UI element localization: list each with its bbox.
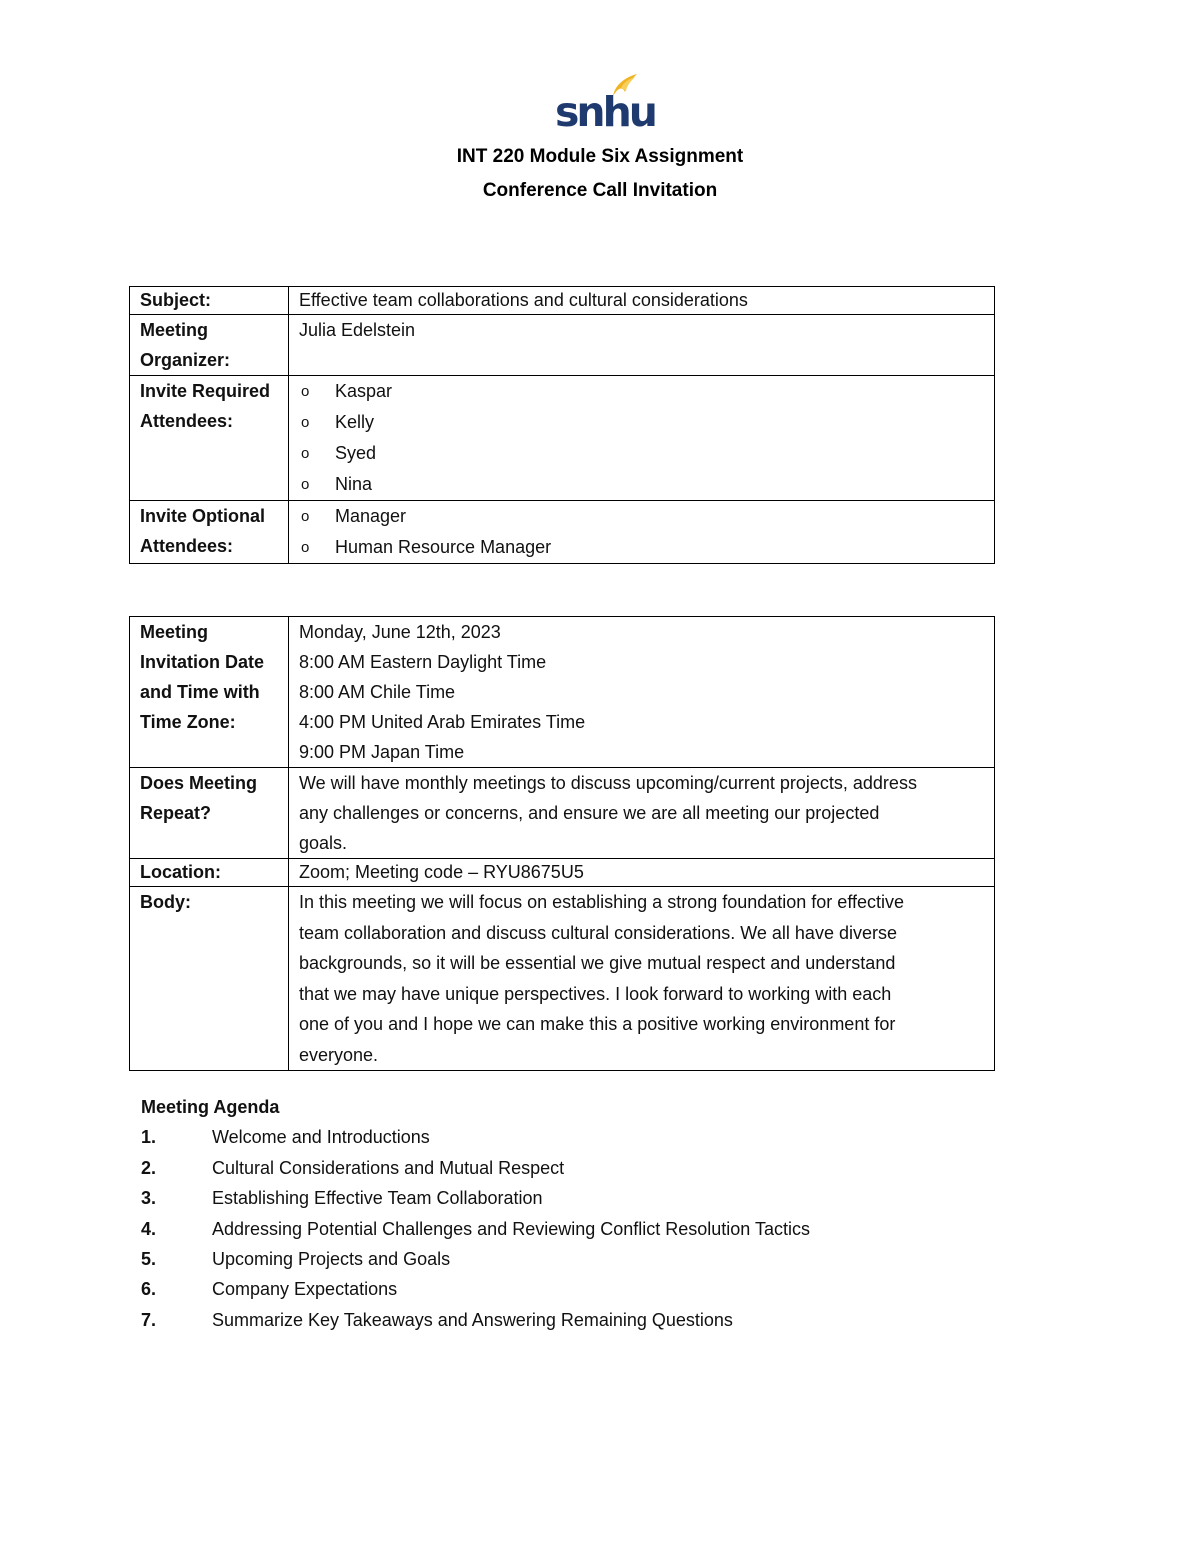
agenda-item-text: Cultural Considerations and Mutual Respect bbox=[212, 1157, 565, 1178]
logo-wordmark: snhu bbox=[555, 88, 655, 136]
agenda-item-number: 2. bbox=[141, 1157, 157, 1178]
agenda-item-text: Welcome and Introductions bbox=[212, 1127, 430, 1148]
subject-row bbox=[130, 287, 995, 315]
datetime-label-line: Time Zone: bbox=[140, 712, 236, 732]
repeat-label bbox=[130, 768, 289, 859]
optional-label-line: Invite Optional bbox=[140, 506, 266, 526]
attendee-name: Human Resource Manager bbox=[335, 537, 552, 557]
attendee-name: Kelly bbox=[335, 412, 375, 432]
meeting-agenda bbox=[141, 1092, 1001, 1335]
body-value bbox=[289, 887, 995, 1071]
location-value: Zoom; Meeting code – RYU8675U5 bbox=[289, 859, 995, 887]
organizer-label-line: Organizer: bbox=[140, 350, 231, 370]
agenda-item bbox=[141, 1274, 1001, 1304]
attendee-name: Kaspar bbox=[335, 381, 393, 401]
page-title: INT 220 Module Six Assignment bbox=[456, 146, 744, 167]
body-text-line: everyone. bbox=[299, 1044, 379, 1065]
list-item bbox=[299, 376, 984, 407]
body-text-line: team collaboration and discuss cultural considerations. We all have diverse bbox=[299, 922, 897, 943]
datetime-label-line: Meeting bbox=[140, 622, 209, 642]
body-label: Body: bbox=[130, 887, 289, 1071]
subject-value: Effective team collaborations and cultural considerations bbox=[289, 287, 995, 315]
datetime-label-line: Invitation Date bbox=[140, 652, 265, 672]
datetime-values bbox=[289, 617, 995, 768]
bullet-icon: o bbox=[301, 539, 310, 556]
agenda-item bbox=[141, 1183, 1001, 1213]
organizer-value: Julia Edelstein bbox=[289, 315, 995, 376]
list-item bbox=[299, 438, 984, 469]
repeat-label-line: Repeat? bbox=[140, 803, 212, 823]
invitation-table bbox=[129, 286, 995, 564]
meeting-details-table bbox=[129, 616, 995, 1071]
body-text-line: In this meeting we will focus on establishing a strong foundation for effective bbox=[299, 892, 905, 912]
agenda-item-text: Company Expectations bbox=[212, 1279, 398, 1300]
agenda-item bbox=[141, 1122, 1001, 1152]
optional-label-line: Attendees: bbox=[140, 536, 234, 556]
bullet-icon: o bbox=[301, 383, 310, 400]
required-attendees-label bbox=[130, 376, 289, 501]
agenda-item-number: 3. bbox=[141, 1188, 157, 1209]
agenda-item-number: 5. bbox=[141, 1249, 157, 1270]
time-zone-entry: 4:00 PM United Arab Emirates Time bbox=[299, 712, 586, 732]
datetime-label-line: and Time with bbox=[140, 682, 260, 702]
time-zone-entry: 8:00 AM Chile Time bbox=[299, 682, 456, 702]
agenda-item-number: 4. bbox=[141, 1218, 157, 1239]
organizer-label-line: Meeting bbox=[140, 320, 209, 340]
organizer-row bbox=[130, 315, 995, 376]
required-attendees-list bbox=[289, 376, 995, 501]
optional-attendees-list bbox=[289, 501, 995, 564]
agenda-item-text: Addressing Potential Challenges and Reviewing Conflict Resolution Tactics bbox=[212, 1218, 810, 1239]
body-text-line: backgrounds, so it will be essential we give mutual respect and understand bbox=[299, 953, 896, 973]
list-item bbox=[299, 469, 984, 500]
body-text-line: one of you and I hope we can make this a positive working environment for bbox=[299, 1014, 896, 1034]
snhu-logo bbox=[555, 72, 655, 136]
repeat-text-line: goals. bbox=[299, 833, 348, 853]
time-zone-entry: 8:00 AM Eastern Daylight Time bbox=[299, 652, 547, 672]
datetime-label bbox=[130, 617, 289, 768]
repeat-value bbox=[289, 768, 995, 859]
agenda-item-number: 7. bbox=[141, 1309, 157, 1330]
location-label: Location: bbox=[130, 859, 289, 887]
subject-label: Subject: bbox=[130, 287, 289, 315]
required-label-line: Attendees: bbox=[140, 411, 234, 431]
meeting-date: Monday, June 12th, 2023 bbox=[299, 622, 501, 642]
agenda-item-text: Summarize Key Takeaways and Answering Remaining Questions bbox=[212, 1309, 733, 1330]
attendee-name: Syed bbox=[335, 443, 377, 463]
page-subtitle: Conference Call Invitation bbox=[482, 180, 718, 201]
organizer-label bbox=[130, 315, 289, 376]
agenda-item-number: 1. bbox=[141, 1127, 157, 1148]
list-item bbox=[299, 532, 984, 563]
agenda-item bbox=[141, 1305, 1001, 1335]
bullet-icon: o bbox=[301, 508, 310, 525]
repeat-text-line: any challenges or concerns, and ensure we are all meeting our projected bbox=[299, 803, 880, 823]
repeat-label-line: Does Meeting bbox=[140, 773, 258, 793]
time-zone-entry: 9:00 PM Japan Time bbox=[299, 742, 465, 762]
list-item bbox=[299, 407, 984, 438]
agenda-list bbox=[141, 1122, 1001, 1335]
required-label-line: Invite Required bbox=[140, 381, 271, 401]
bullet-icon: o bbox=[301, 476, 310, 493]
agenda-item-number: 6. bbox=[141, 1279, 157, 1300]
agenda-item bbox=[141, 1153, 1001, 1183]
repeat-text-line: We will have monthly meetings to discuss upcoming/current projects, address bbox=[299, 773, 917, 793]
agenda-heading: Meeting Agenda bbox=[141, 1097, 280, 1117]
list-item bbox=[299, 501, 984, 532]
body-row bbox=[130, 887, 995, 1071]
agenda-item-text: Upcoming Projects and Goals bbox=[212, 1249, 451, 1270]
agenda-item-text: Establishing Effective Team Collaboration bbox=[212, 1188, 543, 1209]
location-row bbox=[130, 859, 995, 887]
agenda-item bbox=[141, 1214, 1001, 1244]
repeat-row bbox=[130, 768, 995, 859]
agenda-item bbox=[141, 1244, 1001, 1274]
bullet-icon: o bbox=[301, 414, 310, 431]
optional-attendees-row bbox=[130, 501, 995, 564]
datetime-row bbox=[130, 617, 995, 768]
attendee-name: Manager bbox=[335, 506, 407, 526]
required-attendees-row bbox=[130, 376, 995, 501]
optional-attendees-label bbox=[130, 501, 289, 564]
attendee-name: Nina bbox=[335, 474, 373, 494]
bullet-icon: o bbox=[301, 445, 310, 462]
body-text-line: that we may have unique perspectives. I look forward to working with each bbox=[299, 983, 892, 1004]
